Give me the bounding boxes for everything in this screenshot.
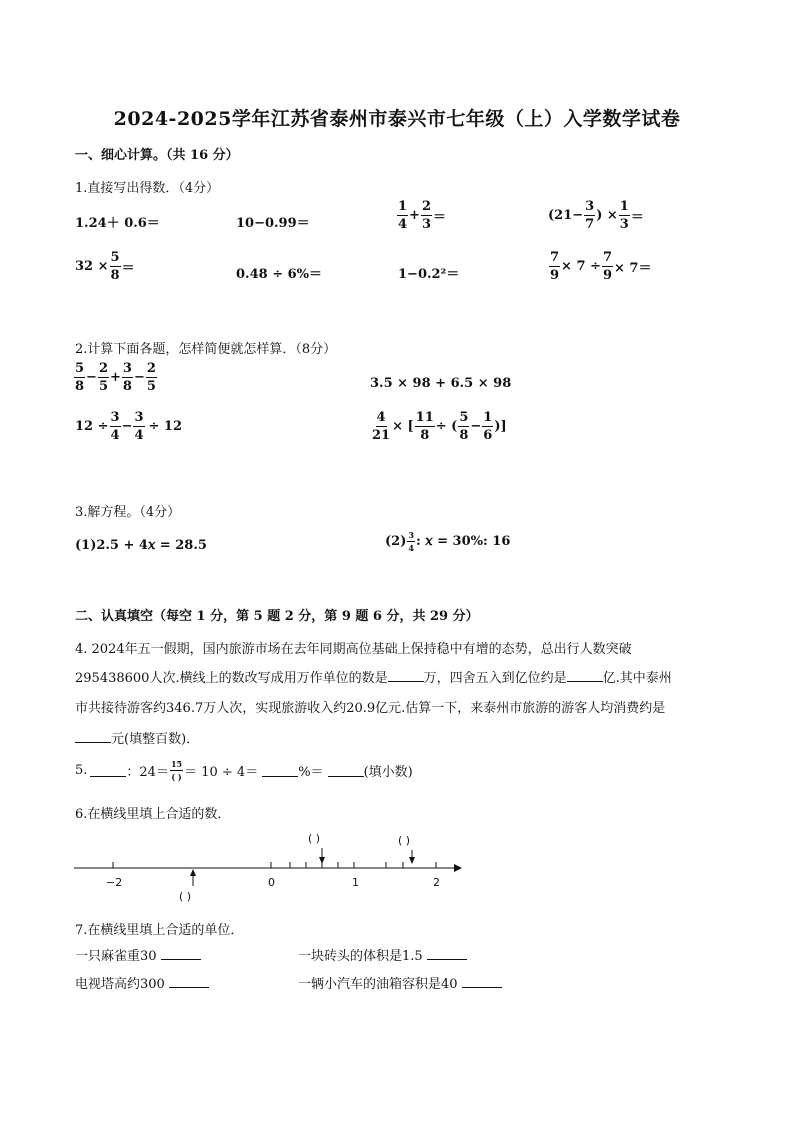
fraction: $\frac{3}{7}$: [585, 199, 595, 232]
q2-expr-4: $\frac{4}{21}$ × [ $\frac{11}{8}$ ÷ ( $\frac{5}{8}$ − $\frac{1}{6}$ )]: [372, 410, 507, 443]
q7-label: 7.在横线里填上合适的单位．: [75, 923, 244, 938]
q1-item-3: $\frac{1}{4}$ + $\frac{2}{3}$ ＝: [398, 199, 447, 232]
q1-item-1: 1.24＋ 0.6＝: [75, 216, 160, 231]
q6-label: 6.在横线里填上合适的数．: [75, 807, 231, 822]
number-line: [68, 826, 468, 906]
q3-eq-1: (1)2.5 + 4𝑥 = 28.5: [75, 538, 207, 553]
q7-item-a: 一只麻雀重30: [75, 945, 201, 964]
fraction: $\frac{3}{4}$: [110, 410, 120, 443]
fraction: $\frac{5}{8}$: [459, 410, 469, 443]
paren-blank-2: ( ): [398, 834, 411, 847]
q1-item-7: 1−0.2²＝: [398, 267, 460, 282]
q3-label: 3.解方程。（4分）: [75, 505, 181, 520]
section-1-heading: 一、细心计算。（共 16 分）: [75, 148, 239, 163]
q1-item-6: 0.48 ÷ 6%＝: [236, 267, 323, 282]
fraction: $\frac{7}{9}$: [550, 250, 560, 283]
answer-blank[interactable]: [427, 947, 467, 960]
tick-label-1: 1: [352, 876, 359, 889]
q2-expr-1: $\frac{5}{8}$ − $\frac{2}{5}$ + $\frac{3}{8}$ − $\frac{2}{5}$: [75, 361, 156, 394]
q7-item-b: 一块砖头的体积是1.5: [298, 945, 467, 964]
fraction: $\frac{3}{4}$: [408, 530, 414, 553]
q4-line-3: 市共接待游客约346.7万人次，实现旅游收入约20.9亿元.估算一下，来泰州市旅游的游客人均消费约是: [75, 701, 666, 716]
fraction: $\frac{1}{4}$: [398, 199, 408, 232]
q4-line-4: 元(填整百数)．: [75, 728, 199, 747]
marker-arrowhead: [190, 869, 196, 876]
fraction: $\frac{2}{5}$: [146, 361, 156, 394]
fraction: $\frac{5}{8}$: [75, 361, 85, 394]
q2-expr-2: 3.5 × 98 + 6.5 × 98: [370, 376, 512, 391]
q3-eq-2: (2) $\frac{3}{4}$ : 𝑥 = 30%: 16: [385, 530, 511, 553]
tick-label-2: 2: [433, 876, 440, 889]
fraction: $\frac{15}{( )}$: [170, 759, 183, 782]
tick-label-neg2: −2: [106, 876, 123, 889]
answer-blank[interactable]: [388, 669, 424, 682]
fraction: $\frac{7}{9}$: [602, 250, 612, 283]
answer-blank[interactable]: [75, 730, 111, 743]
fraction: $\frac{11}{8}$: [415, 410, 434, 443]
fraction: $\frac{3}{4}$: [134, 410, 144, 443]
marker-arrowhead: [409, 857, 415, 864]
answer-blank[interactable]: [169, 975, 209, 988]
q7-item-d: 一辆小汽车的油箱容积是40: [298, 973, 502, 992]
fraction: $\frac{2}{5}$: [98, 361, 108, 394]
answer-blank[interactable]: [90, 764, 126, 777]
q4-line-1: 4. 2024年五一假期，国内旅游市场在去年同期高位基础上保持稳中有增的态势，总出行人数突破: [75, 642, 632, 657]
number-line-arrowhead: [454, 864, 462, 872]
q4-line-2: 295438600人次.横线上的数改写成用万作单位的数是 万，四舍五入到亿位约是 亿.其中泰州: [75, 671, 672, 686]
q1-item-2: 10−0.99＝: [236, 216, 310, 231]
fraction: $\frac{1}{3}$: [619, 199, 629, 232]
answer-blank[interactable]: [567, 669, 603, 682]
fraction: $\frac{2}{3}$: [421, 199, 431, 232]
answer-blank[interactable]: [161, 947, 201, 960]
q1-item-8: $\frac{7}{9}$ × 7 ÷ $\frac{7}{9}$ × 7＝: [550, 250, 652, 283]
answer-blank[interactable]: [328, 764, 364, 777]
q7-item-c: 电视塔高约300: [75, 973, 209, 992]
section-2-heading: 二、认真填空（每空 1 分，第 5 题 2 分，第 9 题 6 分，共 29 分）: [75, 609, 479, 624]
q2-label: 2.计算下面各题，怎样简便就怎样算．（8分）: [75, 342, 337, 357]
q1-label: 1.直接写出得数．（4分）: [75, 181, 220, 196]
paren-blank-1: ( ): [308, 832, 321, 845]
page-title: 2024-2025学年江苏省泰州市泰兴市七年级（上）入学数学试卷: [113, 108, 681, 130]
q5-line: 5. ：24＝ $\frac{15}{( )}$ ＝ 10 ÷ 4＝ %＝ (填小数): [75, 759, 413, 782]
marker-arrowhead: [319, 857, 325, 864]
fraction: $\frac{5}{8}$: [110, 250, 120, 283]
fraction: $\frac{3}{8}$: [122, 361, 132, 394]
q1-item-5: 32 × $\frac{5}{8}$ ＝: [75, 250, 135, 283]
answer-blank[interactable]: [462, 975, 502, 988]
q2-expr-3: 12 ÷ $\frac{3}{4}$ − $\frac{3}{4}$ ÷ 12: [75, 410, 183, 443]
fraction: $\frac{4}{21}$: [372, 410, 391, 443]
q1-item-4: (21− $\frac{3}{7}$ ) × $\frac{1}{3}$ ＝: [548, 199, 644, 232]
paren-blank-3: ( ): [179, 890, 192, 903]
answer-blank[interactable]: [262, 764, 298, 777]
fraction: $\frac{1}{6}$: [483, 410, 493, 443]
tick-label-0: 0: [268, 876, 275, 889]
